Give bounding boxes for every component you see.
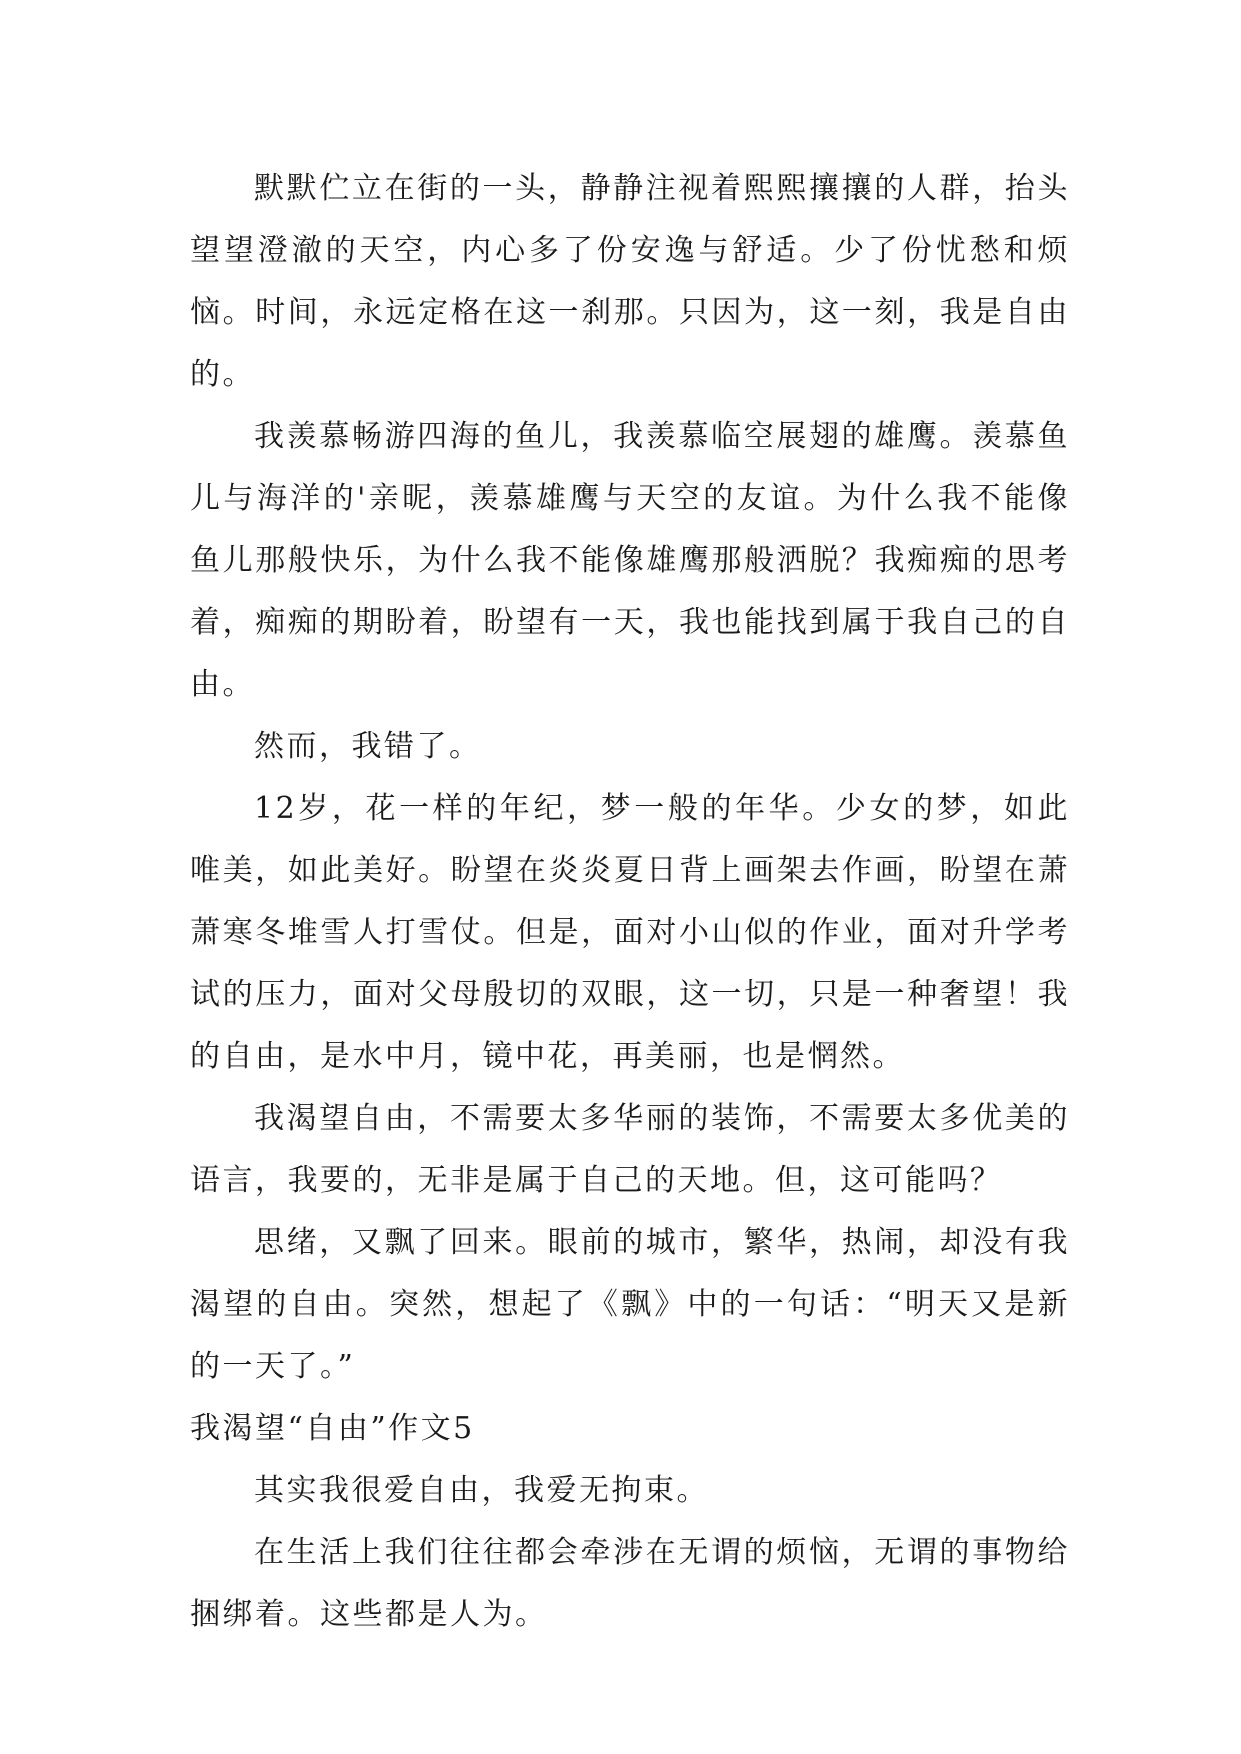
paragraph: 我渴望自由，不需要太多华丽的装饰，不需要太多优美的语言，我要的，无非是属于自己的天地。但，这可能吗？ xyxy=(190,1101,1070,1198)
paragraph: 默默伫立在街的一头，静静注视着熙熙攘攘的人群，抬头望望澄澈的天空，内心多了份安逸与舒适。少了份忧愁和烦恼。时间，永远定格在这一刹那。只因为，这一刻，我是自由的。 xyxy=(190,171,1070,392)
section-heading: 我渴望“自由”作文5 xyxy=(190,1411,475,1446)
paragraph: 其实我很爱自由，我爱无拘束。 xyxy=(254,1473,709,1508)
paragraph: 在生活上我们往往都会牵涉在无谓的烦恼，无谓的事物给捆绑着。这些都是人为。 xyxy=(190,1535,1070,1632)
paragraph: 然而，我错了。 xyxy=(254,729,482,764)
paragraph: 12岁，花一样的年纪，梦一般的年华。少女的梦，如此唯美，如此美好。盼望在炎炎夏日背上画架去作画，盼望在萧萧寒冬堆雪人打雪仗。但是，面对小山似的作业，面对升学考试的压力，面对父母殷切的双眼，这一切，只是一种奢望！我的自由，是水中月，镜中花，再美丽，也是惘然。 xyxy=(190,791,1070,1074)
document-body xyxy=(190,158,1070,1646)
paragraph: 思绪，又飘了回来。眼前的城市，繁华，热闹，却没有我渴望的自由。突然，想起了《飘》中的一句话：“明天又是新的一天了。” xyxy=(190,1225,1070,1384)
paragraph: 我羡慕畅游四海的鱼儿，我羡慕临空展翅的雄鹰。羡慕鱼儿与海洋的'亲昵，羡慕雄鹰与天空的友谊。为什么我不能像鱼儿那般快乐，为什么我不能像雄鹰那般洒脱？我痴痴的思考着，痴痴的期盼着，盼望有一天，我也能找到属于我自己的自由。 xyxy=(190,419,1070,702)
